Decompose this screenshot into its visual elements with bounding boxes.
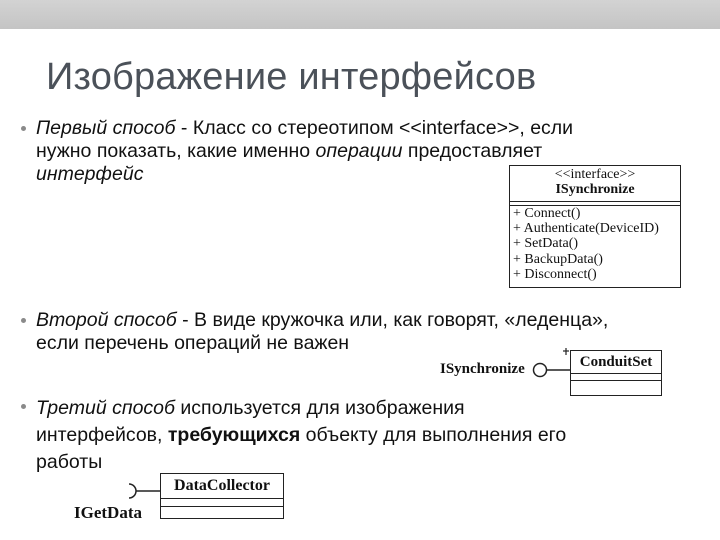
lollipop-interface-name: ISynchronize [440,361,525,377]
uml-attributes-divider [510,201,680,202]
bullet-1-italic-term: Первый способ [36,117,176,139]
bullet-3-italic-term: Третий способ [36,397,175,419]
bullet-3-line-1 [36,395,716,422]
lollipop-class-box [570,350,662,396]
bullet-3-text: используется для изображения [174,397,465,419]
uml-operation-5: + Disconnect() [513,267,597,282]
socket-class-divider-2 [161,506,283,507]
bullet-3-line2-b: объекту для выполнения его [300,424,567,446]
bullet-1-line2-italic: операции [315,140,403,162]
socket-interface-name: IGetData [74,503,142,522]
socket-connector [120,478,165,504]
uml-operation-1: + Connect() [513,206,581,221]
socket-class-divider-1 [161,498,283,499]
lollipop-class-divider-1 [571,373,661,374]
uml-operation-4: + BackupData() [513,252,603,267]
bullet-1-text: - Класс со стереотипом <<interface>>, если [175,117,574,139]
socket-class-name: DataCollector [174,477,270,494]
uml-interface-class [509,165,681,288]
bullet-3-line-3: работы [36,451,103,473]
bullet-1-line-1 [36,117,716,140]
top-band [0,0,720,29]
slide-title: Изображение интерфейсов [46,56,537,98]
bullet-3-line-2 [36,422,716,449]
socket-class-box [160,473,284,519]
bullet-1-line2-a: нужно показать, какие именно [36,140,316,162]
bullet-1-line2-b: предоставляет [402,140,543,162]
bullet-3-line2-bold: требующихся [167,424,301,446]
bullet-3-line2-a: интерфейсов, [36,424,168,446]
bullet-1-line3-italic: интерфейс [36,163,144,185]
uml-stereotype: <<interface>> [554,167,636,182]
bullet-2-line-1 [36,309,716,332]
bullet-2-text: - В виде кружочка или, как говорят, «леденца», [176,309,609,331]
bullet-marker-1 [21,126,26,131]
bullet-2-line-2: если перечень операций не важен [36,332,350,354]
bullet-1-line-2 [36,140,716,163]
bullet-2-italic-term: Второй способ [36,309,177,331]
bullet-2 [36,309,716,355]
uml-operation-3: + SetData() [513,236,579,251]
lollipop-class-divider-2 [571,380,661,381]
uml-interface-name: ISynchronize [555,182,635,197]
bullet-3 [36,395,716,476]
lollipop-class-name: ConduitSet [579,354,653,370]
bullet-marker-3 [21,404,26,409]
uml-operation-2: + Authenticate(DeviceID) [513,221,659,236]
bullet-marker-2 [21,318,26,323]
